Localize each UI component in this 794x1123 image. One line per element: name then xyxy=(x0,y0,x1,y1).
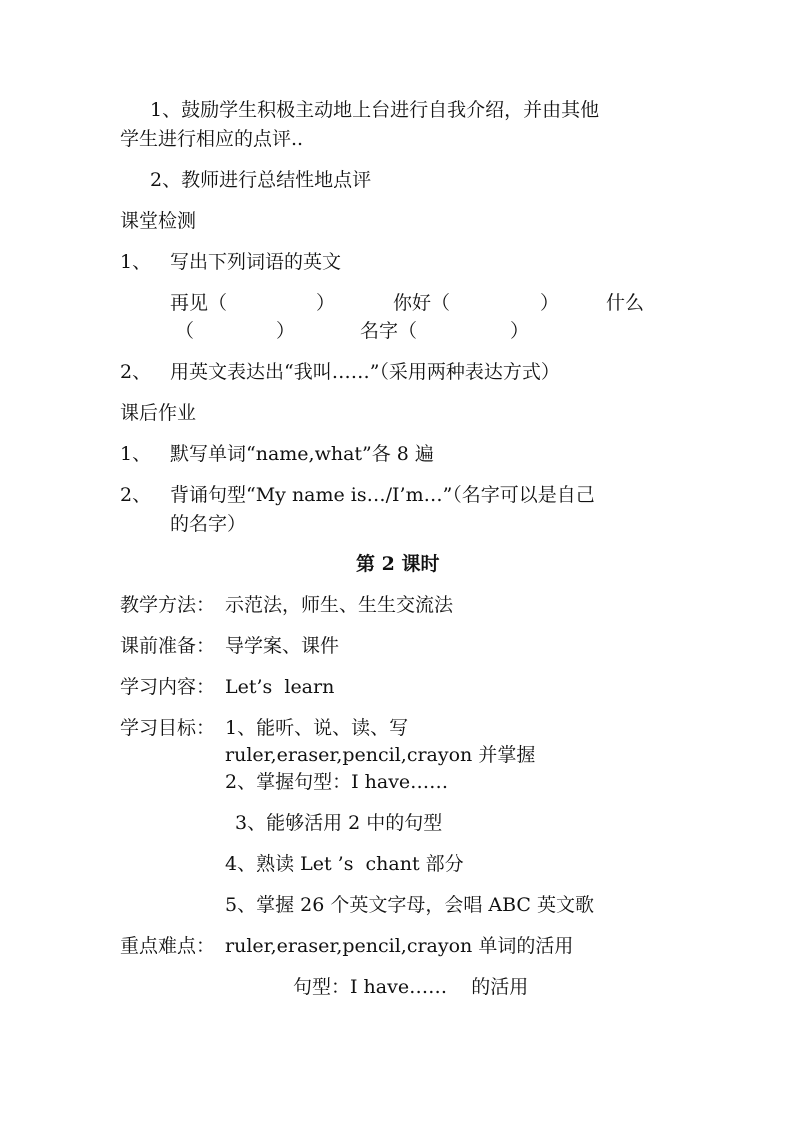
question-1-text: 写出下列词语的英文 xyxy=(170,251,342,273)
goals-label: 学习目标： xyxy=(120,717,216,739)
key-point-2: 句型：I have…… 的活用 xyxy=(293,976,529,998)
word-name-close: ） xyxy=(510,320,530,342)
goal-4: 4、熟读 Let ’s chant 部分 xyxy=(225,853,464,875)
prep-label: 课前准备： xyxy=(120,635,216,657)
lesson-title: 第 2 课时 xyxy=(356,553,440,575)
word-what: 什么 xyxy=(606,292,645,314)
activity-step-1-cont: 学生进行相应的点评.. xyxy=(120,128,304,150)
activity-step-2: 2、教师进行总结性地点评 xyxy=(150,169,372,191)
word-goodbye: 再见（ xyxy=(170,292,228,314)
prep-value: 导学案、课件 xyxy=(225,635,340,657)
question-2-text: 用英文表达出“我叫……”（采用两种表达方式） xyxy=(170,361,560,383)
goal-1-cont: ruler,eraser,pencil,crayon 并掌握 xyxy=(225,744,536,766)
word-hello-close: ） xyxy=(540,292,560,314)
content-label: 学习内容： xyxy=(120,676,216,698)
content-value: Let’s learn xyxy=(225,676,335,698)
section-heading-check: 课堂检测 xyxy=(120,210,197,232)
method-label: 教学方法： xyxy=(120,594,216,616)
key-point-1: ruler,eraser,pencil,crayon 单词的活用 xyxy=(225,935,574,957)
goal-5: 5、掌握 26 个英文字母，会唱 ABC 英文歌 xyxy=(225,894,594,916)
homework-2-number: 2、 xyxy=(120,484,152,506)
word-name: 名字（ xyxy=(360,320,418,342)
word-what-close: ） xyxy=(276,320,296,342)
homework-2-text: 背诵句型“My name is…/I’m…”（名字可以是自己 xyxy=(170,484,595,506)
goal-2: 2、掌握句型：I have…… xyxy=(225,771,449,793)
key-label: 重点难点： xyxy=(120,935,216,957)
word-goodbye-close: ） xyxy=(316,292,336,314)
section-heading-homework: 课后作业 xyxy=(120,402,197,424)
homework-1-number: 1、 xyxy=(120,443,152,465)
method-value: 示范法，师生、生生交流法 xyxy=(225,594,454,616)
question-2-number: 2、 xyxy=(120,361,152,383)
goal-3: 3、能够活用 2 中的句型 xyxy=(235,812,443,834)
homework-1-text: 默写单词“name,what”各 8 遍 xyxy=(170,443,434,465)
word-hello: 你好（ xyxy=(393,292,451,314)
question-1-number: 1、 xyxy=(120,251,152,273)
word-what-open: （ xyxy=(175,320,195,342)
goal-1: 1、能听、说、读、写 xyxy=(225,717,409,739)
activity-step-1: 1、鼓励学生积极主动地上台进行自我介绍，并由其他 xyxy=(150,99,600,121)
homework-2-text-cont: 的名字） xyxy=(170,513,247,535)
